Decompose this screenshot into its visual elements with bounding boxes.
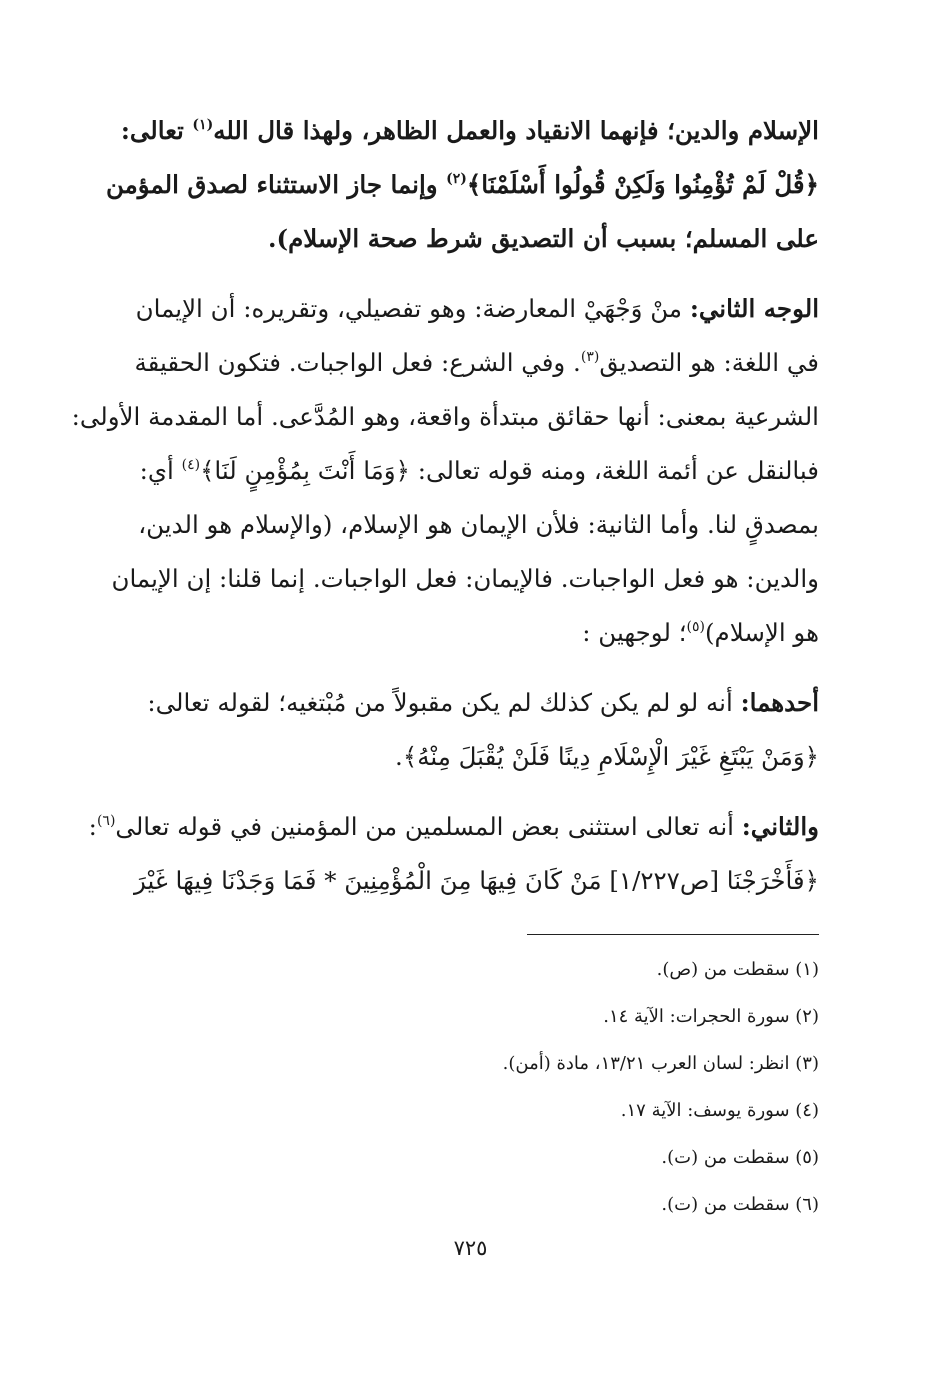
text-line: بمصدقٍ لنا. وأما الثانية: فلأن الإيمان هو الإسلام، (والإسلام هو الدين،: [138, 510, 819, 539]
footnote-divider: [527, 934, 819, 935]
paragraph-lead: أحدهما:: [740, 688, 819, 717]
footnote-ref[interactable]: (٤): [181, 457, 201, 473]
quran-quote: ﴿قُلْ لَمْ تُؤْمِنُوا وَلَكِنْ قُولُوا أَسْلَمْنَا﴾: [466, 170, 819, 199]
footnote-ref[interactable]: (١): [192, 117, 214, 133]
footnotes: [136, 946, 819, 1228]
line-text: منْ وَجْهَيْ المعارضة: وهو تفصيلي، وتقريره: أن الإيمان: [135, 294, 690, 323]
footnote-item: (٢) سورة الحجرات: الآية ١٤.: [603, 1006, 819, 1027]
footnote-item: (٦) سقطت من (ت).: [661, 1194, 819, 1215]
footnote-ref[interactable]: (٦): [96, 813, 116, 829]
line-text: تعالى:: [120, 116, 193, 145]
footnote-ref[interactable]: (٢): [446, 171, 467, 187]
text-line: [136, 606, 819, 660]
paragraph-lead: الوجه الثاني:: [689, 294, 819, 323]
text-line: على المسلم؛ بسبب أن التصديق شرط صحة الإسلام).: [268, 224, 819, 253]
paragraph-3: [136, 676, 819, 784]
text-line: [136, 444, 819, 498]
text-line: [120, 104, 819, 158]
footnote-item: (٤) سورة يوسف: الآية ١٧.: [620, 1100, 819, 1121]
line-text: هو الإسلام): [704, 618, 819, 647]
footnote-item: (٣) انظر: لسان العرب ١٣/٢١، مادة (أمن).: [502, 1053, 819, 1074]
line-text: . وفي الشرع: فعل الواجبات. فتكون الحقيقة: [134, 348, 581, 377]
text-line: [136, 282, 819, 336]
text-line: [136, 676, 819, 730]
paragraph-4: [88, 800, 819, 908]
line-text: في اللغة: هو التصديق: [599, 348, 819, 377]
line-text: :: [88, 812, 97, 841]
text-line: [136, 336, 819, 390]
text-line: ﴿وَمَنْ يَبْتَغِ غَيْرَ الْإِسْلَامِ دِينًا فَلَنْ يُقْبَلَ مِنْهُ﴾.: [395, 742, 819, 771]
text-line: ﴿فَأَخْرَجْنَا [ص١/٢٢٧] مَنْ كَانَ فِيهَا مِنَ الْمُؤْمِنِينَ * فَمَا وَجَدْنَا فِيهَا غَيْرَ: [134, 866, 819, 895]
paragraph-lead: والثاني:: [741, 812, 819, 841]
line-text: أي:: [139, 456, 182, 485]
text-line: [88, 800, 819, 854]
line-text: الإسلام والدين؛ فإنهما الانقياد والعمل الظاهر، ولهذا قال الله: [213, 116, 819, 145]
main-text: [71, 104, 819, 924]
text-line: [106, 158, 819, 212]
paragraph-2: [71, 282, 819, 660]
line-text: ؛ لوجهين :: [582, 618, 687, 647]
line-text: وإنما جاز الاستثناء لصدق المؤمن: [106, 170, 447, 199]
paragraph-1: [106, 104, 819, 266]
text-line: والدين: هو فعل الواجبات. فالإيمان: فعل الواجبات. إنما قلنا: إن الإيمان: [111, 564, 819, 593]
footnote-item: (١) سقطت من (ص).: [656, 959, 819, 980]
line-text: أنه تعالى استثنى بعض المسلمين من المؤمنين في قوله تعالى: [115, 812, 742, 841]
line-text: فبالنقل عن أئمة اللغة، ومنه قوله تعالى: ﴿وَمَا أَنْتَ بِمُؤْمِنٍ لَنَا﴾: [200, 456, 819, 485]
text-line: الشرعية بمعنى: أنها حقائق مبتدأة واقعة، وهو المُدَّعى. أما المقدمة الأولى:: [71, 402, 819, 431]
line-text: أنه لو لم يكن كذلك لم يكن مقبولاً من مُبْتغيه؛ لقوله تعالى:: [147, 688, 741, 717]
footnote-item: (٥) سقطت من (ت).: [661, 1147, 819, 1168]
page-number: ٧٢٥: [453, 1236, 488, 1260]
footnote-ref[interactable]: (٥): [686, 619, 705, 635]
footnote-ref[interactable]: (٣): [580, 349, 600, 365]
